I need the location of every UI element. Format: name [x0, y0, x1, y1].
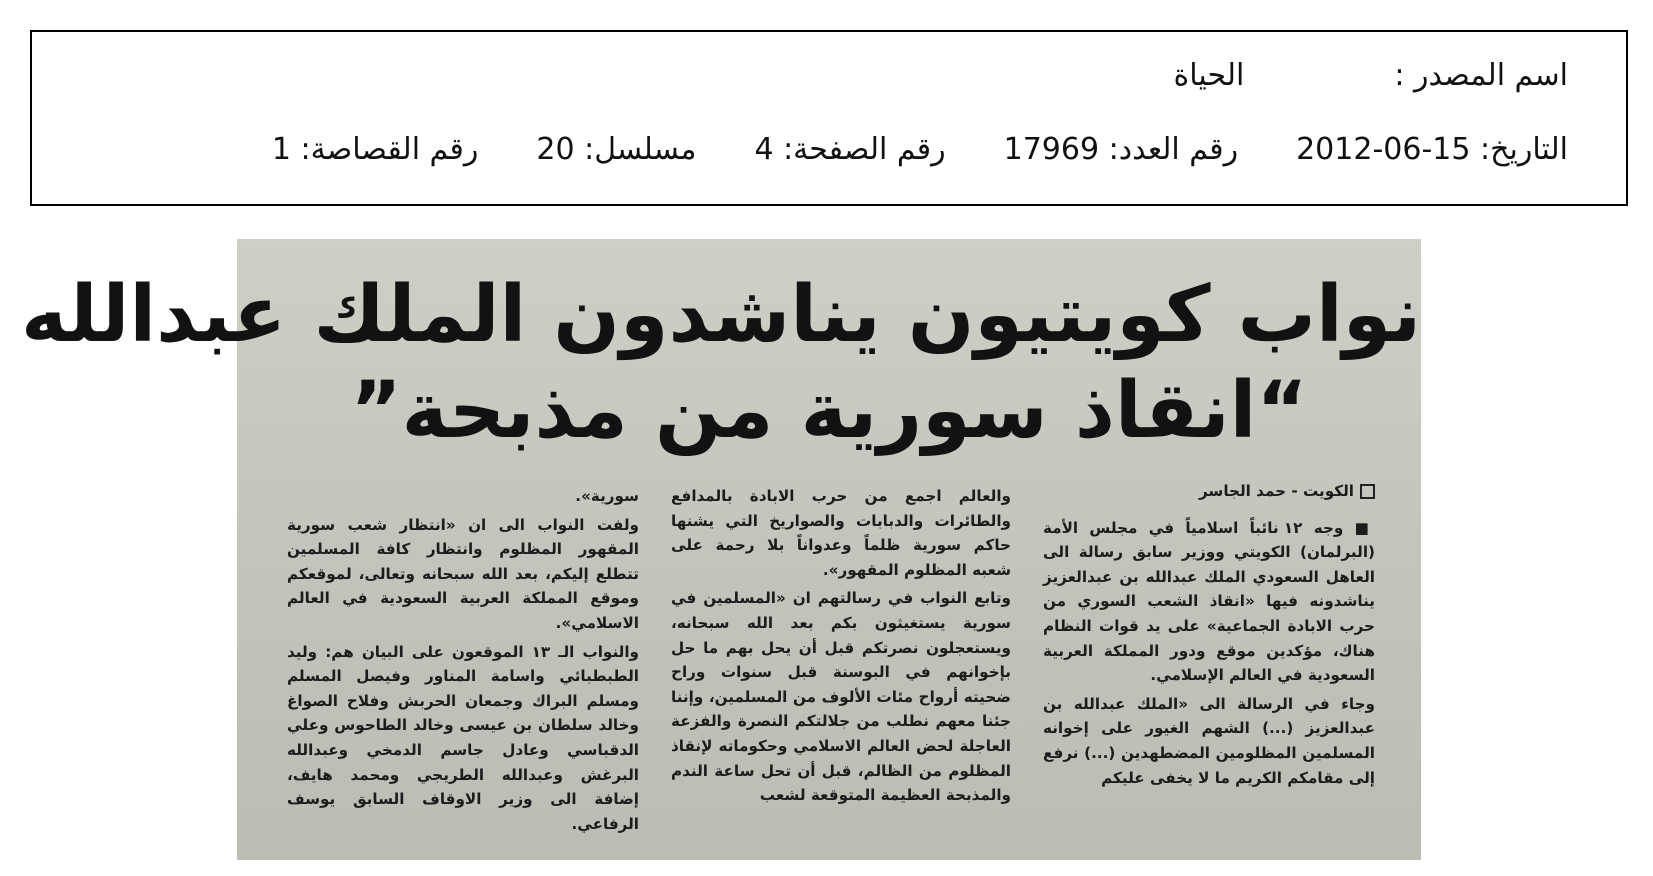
article-column-right [1043, 479, 1375, 854]
details-line [272, 132, 1568, 168]
paragraph: سورية». [575, 487, 639, 505]
article-column-middle [671, 484, 1011, 859]
newspaper-clipping [20, 239, 1421, 860]
headline-line-1: نواب كويتيون يناشدون الملك عبدالله [20, 270, 1421, 360]
source-line [1174, 58, 1568, 94]
clipping-number-field: رقم القصاصة: 1 [271, 132, 479, 167]
column-text [671, 484, 1011, 808]
paragraph: وجاء في الرسالة الى «الملك عبدالله بن عبدالعزيز (...) الشهم الغيور على إخوانه المسلمين المظلومين المضطهدين (...) نرفع إلى مقامكم الكريم ما لا يخفى عليكم [1043, 694, 1375, 787]
column-text [287, 484, 639, 836]
byline-text: الكويت - حمد الجاسر [1198, 482, 1354, 500]
square-bullet-icon [1360, 484, 1375, 499]
source-info-box [30, 30, 1628, 206]
paragraph: وتابع النواب في رسالتهم ان «المسلمين في سورية يستغيثون بكم بعد الله سبحانه، ويستعجلون نصرتكم قبل أن يحل بهم ما حل بإخوانهم في البوسنة قبل سنوات وراح ضحيته أرواح مئات الألوف من المسلمين، وإننا جئنا معهم نطلب من جلالتكم النصرة والفزعة العاجلة لحض العالم الاسلامي وحكوماته لإنقاذ المظلوم من الظالم، قبل أن تحل ساعة الندم والمذبحة العظيمة المتوقعة لشعب [671, 589, 1011, 805]
column-text [1043, 516, 1375, 791]
serial-field: مسلسل: 20 [536, 132, 697, 167]
article-column-left [287, 484, 639, 859]
source-name: الحياة [1173, 58, 1245, 93]
source-label: اسم المصدر : [1394, 58, 1568, 93]
page-number-field: رقم الصفحة: 4 [754, 132, 946, 167]
paragraph: ولفت النواب الى ان «انتظار شعب سورية المقهور المظلوم وانتظار كافة المسلمين تتطلع إليكم، بعد الله سبحانه وتعالى، لموقعكم وموقع المملكة العربية السعودية في العالم الاسلامي». [287, 515, 639, 632]
byline [1043, 479, 1375, 504]
headline-line-2: “انقاذ سورية من مذبحة” [350, 366, 1308, 456]
paragraph: والنواب الـ ١٣ الموقعون على البيان هم: وليد الطبطبائي واسامة المناور وفيصل المسلم ومسلم البراك وجمعان الحربش وفلاح الصواغ وخالد سلطان بن عيسى وخالد الطاحوس وعلي الدقباسي وعادل جاسم الدمخي وعبدالله البرغش وعبدالله الطريجي ومحمد هايف، إضافة الى وزير الاوقاف السابق يوسف الرفاعي. [287, 642, 639, 833]
paragraph: ■ وجه ١٢ نائباً اسلامياً في مجلس الأمة (البرلمان) الكويتي ووزير سابق رسالة الى العاهل السعودي الملك عبدالله بن عبدالعزيز يناشدونه فيها «انقاذ الشعب السوري من حرب الابادة الجماعية» على يد قوات النظام هناك، مؤكدين موقع ودور المملكة العربية السعودية في العالم الإسلامي. [1043, 518, 1375, 685]
date-field: التاريخ: 15-06-2012 [1296, 132, 1568, 167]
paragraph: والعالم اجمع من حرب الابادة بالمدافع والطائرات والدبابات والصواريخ التي يشنها حاكم سورية ظلماً وعدواناً بلا رحمة على شعبه المظلوم المقهور». [671, 487, 1011, 579]
issue-number-field: رقم العدد: 17969 [1003, 132, 1239, 167]
